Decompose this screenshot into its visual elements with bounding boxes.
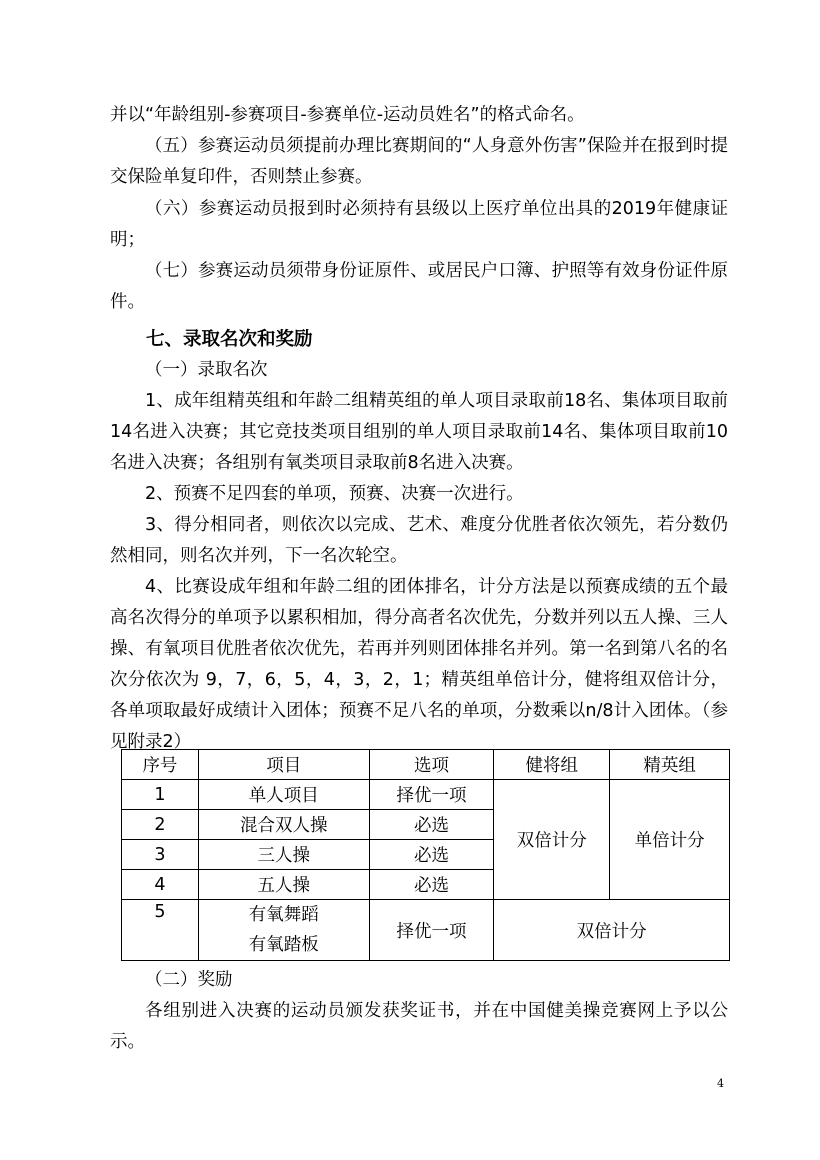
paragraph-item-2: 2、预赛不足四套的单项，预赛、决赛一次进行。 bbox=[145, 484, 524, 504]
cell-no: 3 bbox=[122, 840, 199, 870]
cell-item-aerobic bbox=[198, 900, 369, 961]
cell-option: 必选 bbox=[369, 810, 494, 840]
cell-option: 择优一项 bbox=[369, 900, 494, 961]
cell-option: 必选 bbox=[369, 840, 494, 870]
scoring-table bbox=[121, 749, 730, 961]
subheading-awards: （二）奖励 bbox=[145, 970, 233, 990]
cell-no: 4 bbox=[122, 870, 199, 900]
cell-single-score: 单倍计分 bbox=[610, 780, 730, 900]
section-heading-ranking-awards: 七、录取名次和奖励 bbox=[146, 329, 313, 350]
paragraph-item-4: 4、比赛设成年组和年龄二组的团体排名，计分方法是以预赛成绩的五个最高名次得分的单项予以累积相加，得分高者名次优先，分数并列以五人操、三人操、有氧项目优胜者依次优先，若再并列则团体排名并列。第一名到第八名的名次分依次为 9，7，6，5，4，3，2，1；精英组单倍计分，健将组双倍计分，各单项取最好成绩计入团体；预赛不足八名的单项，分数乘以n/8计入团体。（参见附录2） bbox=[110, 577, 728, 752]
header-cell-elite-group: 精英组 bbox=[610, 750, 730, 780]
cell-item: 混合双人操 bbox=[198, 810, 369, 840]
cell-no: 2 bbox=[122, 810, 199, 840]
paragraph-naming-format: 并以“年龄组别-参赛项目-参赛单位-运动员姓名”的格式命名。 bbox=[110, 105, 585, 125]
header-cell-item: 项目 bbox=[198, 750, 369, 780]
subheading-ranking: （一）录取名次 bbox=[145, 360, 268, 380]
table-header-row bbox=[122, 750, 730, 780]
paragraph-item-1: 1、成年组精英组和年龄二组精英组的单人项目录取前18名、集体项目取前14名进入决赛；其它竞技类项目组别的单人项目录取前14名、集体项目取前10名进入决赛；各组别有氧类项目录取前8名进入决赛。 bbox=[110, 391, 728, 473]
header-cell-master-group: 健将组 bbox=[494, 750, 610, 780]
paragraph-item-3: 3、得分相同者，则依次以完成、艺术、难度分优胜者依次领先，若分数仍然相同，则名次并列，下一名次轮空。 bbox=[110, 515, 728, 566]
table-row-aerobic bbox=[122, 900, 730, 961]
item-aerobic-step: 有氧踏板 bbox=[248, 935, 319, 955]
table-row bbox=[122, 780, 730, 810]
page-number: 4 bbox=[717, 1077, 724, 1090]
paragraph-award: 各组别进入决赛的运动员颁发获奖证书，并在中国健美操竞赛网上予以公示。 bbox=[110, 1001, 728, 1052]
paragraph-health-cert: （六）参赛运动员报到时必须持有县级以上医疗单位出具的2019年健康证明； bbox=[110, 199, 728, 250]
item-aerobic-dance: 有氧舞蹈 bbox=[248, 905, 319, 925]
cell-item: 三人操 bbox=[198, 840, 369, 870]
cell-option: 择优一项 bbox=[369, 780, 494, 810]
header-cell-no: 序号 bbox=[122, 750, 199, 780]
header-cell-option: 选项 bbox=[369, 750, 494, 780]
paragraph-insurance: （五）参赛运动员须提前办理比赛期间的“人身意外伤害”保险并在报到时提交保险单复印件，否则禁止参赛。 bbox=[110, 136, 728, 187]
cell-item: 单人项目 bbox=[198, 780, 369, 810]
paragraph-id-docs: （七）参赛运动员须带身份证原件、或居民户口簿、护照等有效身份证件原件。 bbox=[110, 261, 728, 312]
cell-double-score: 双倍计分 bbox=[494, 780, 610, 900]
cell-option: 必选 bbox=[369, 870, 494, 900]
cell-no: 1 bbox=[122, 780, 199, 810]
cell-item: 五人操 bbox=[198, 870, 369, 900]
cell-aerobic-score: 双倍计分 bbox=[494, 900, 730, 961]
cell-no: 5 bbox=[122, 900, 199, 961]
